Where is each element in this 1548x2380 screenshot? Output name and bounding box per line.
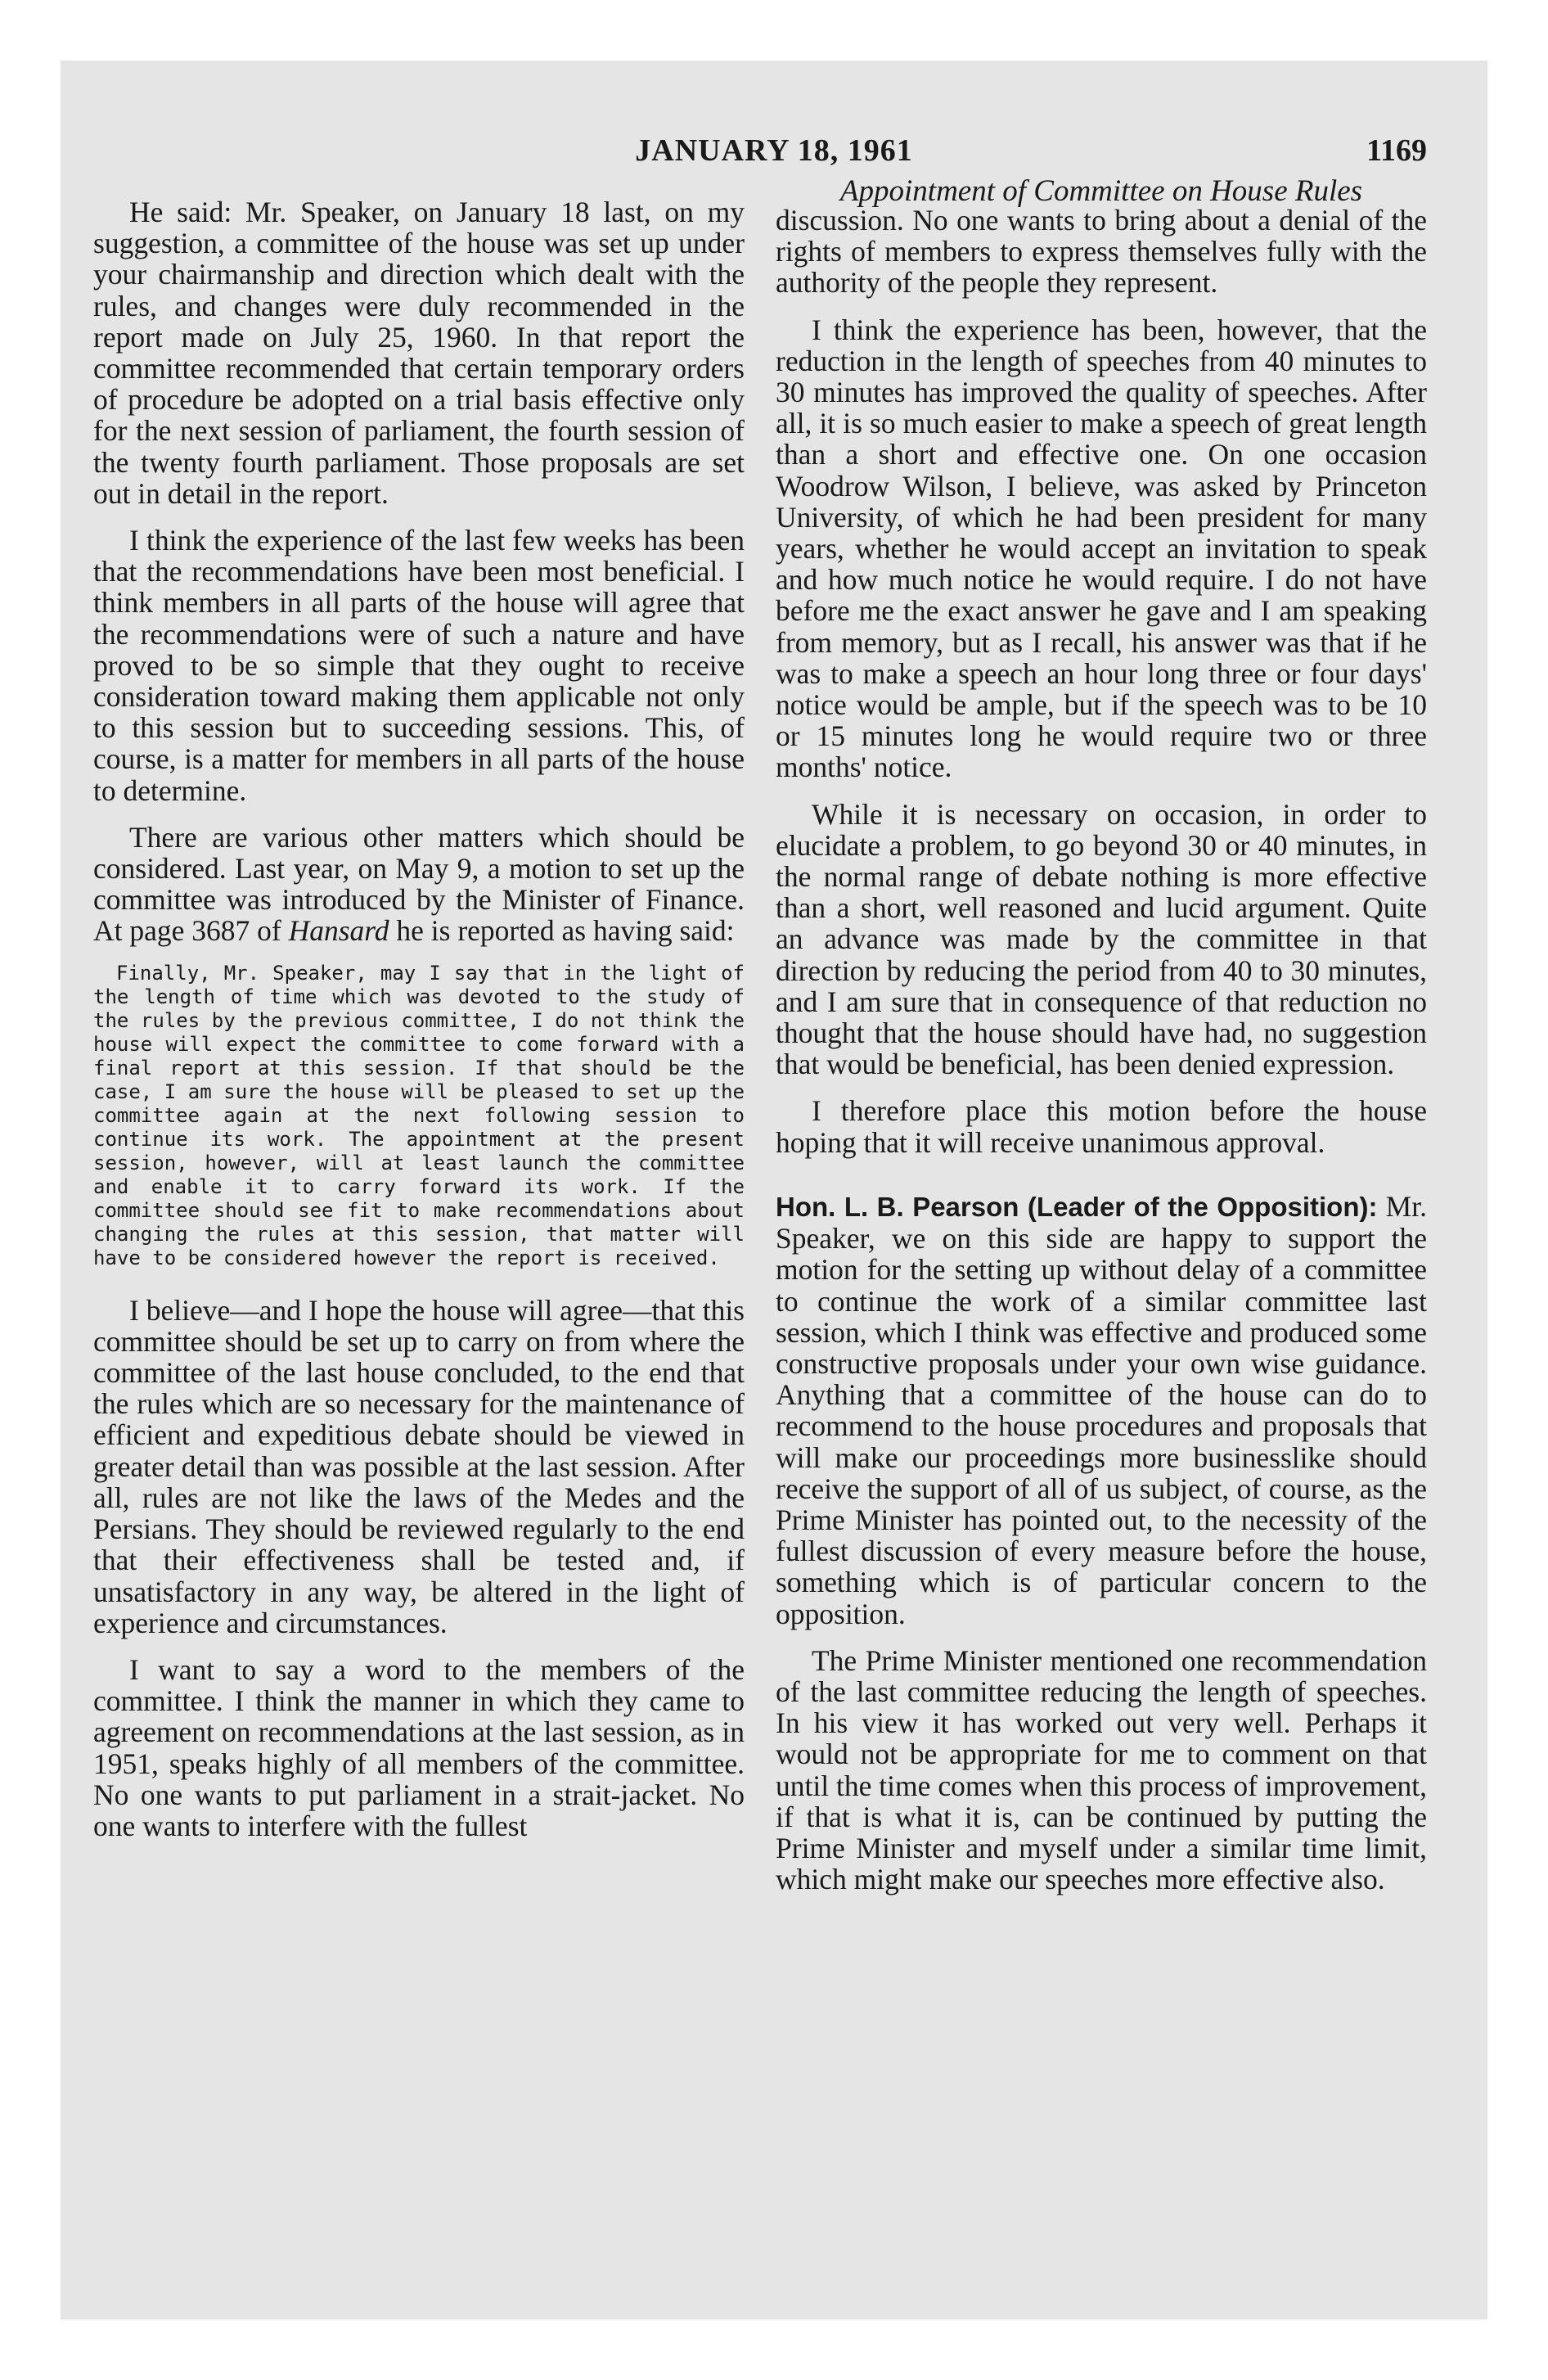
paragraph: I think the experience has been, however, that the reduction in the length of speeches from 40 minutes to 30 minutes has improved the quality of speeches. After all, it is so much easier to make a speech of great length than a short and effective one. On one occasion Woodrow Wilson, I believe, was asked by Princeton University, of which he had been president for many years, whether he would accept an invitation to speak and how much notice he would require. I do not have before me the exact answer he gave and I am speaking from memory, but as I recall, his answer was that if he was to make a speech an hour long three or four days' notice would be ample, but if the speech was to be 10 or 15 minutes long he would require two or three months' notice. bbox=[776, 313, 1427, 784]
left-column bbox=[93, 196, 745, 1857]
paragraph-text: he is reported as having said: bbox=[389, 914, 735, 948]
paragraph: discussion. No one wants to bring about a denial of the rights of members to express themselves fully with the authority of the people they represent. bbox=[776, 204, 1427, 300]
paragraph: The Prime Minister mentioned one recommendation of the last committee reducing the length of speeches. In his view it has worked out very well. Perhaps it would not be appropriate for me to comment on that until the time comes when this process of improvement, if that is what it is, can be continued by putting the Prime Minister and myself under a similar time limit, which might make our speeches more effective also. bbox=[776, 1643, 1427, 1896]
paragraph bbox=[776, 1191, 1427, 1629]
speaker-name: Hon. L. B. Pearson (Leader of the Opposition): bbox=[776, 1191, 1378, 1222]
block-quote: Finally, Mr. Speaker, may I say that in the light of the length of time which was devoted to the study of the rules by the previous committee, I do not think the house will expect the committee to come forward with a final report at this session. If that should be the case, I am sure the house will be pleased to set up the committee again at the next following session to continue its work. The appointment at the present session, however, will at least launch the committee and enable it to carry forward its work. If the committee should see fit to make recommendations about changing the rules at this session, that matter will have to be considered however the report is received. bbox=[93, 961, 745, 1269]
paragraph-text: There are various other matters which should be considered. Last year, on May 9, a motion to set up the committee was introduced by the Minister of Finance. At page 3687 of bbox=[93, 820, 745, 948]
paragraph bbox=[93, 822, 745, 947]
header-date: JANUARY 18, 1961 bbox=[635, 133, 913, 168]
paragraph: I think the experience of the last few weeks has been that the recommendations have been most beneficial. I think members in all parts of the house will agree that the recommendations were of such a nature and have proved to be so simple that they ought to receive consideration toward making them applicable not only to this session but to succeeding sessions. This, of course, is a matter for members in all parts of the house to determine. bbox=[93, 524, 745, 807]
paragraph-text: Mr. Speaker, we on this side are happy to support the motion for the setting up without delay of a committee to continue the work of a similar committee last session, which I think was effective and produced some constructive proposals under your own wise guidance. Anything that a committee of the house can do to recommend to the house procedures and proposals that will make our proceedings more businesslike should receive the support of all of us subject, of course, as the Prime Minister has pointed out, to the necessity of the fullest discussion of every measure before the house, something which is of particular concern to the opposition. bbox=[776, 1189, 1427, 1630]
paragraph: I want to say a word to the members of the committee. I think the manner in which they came to agreement on recommendations at the last session, as in 1951, speaks highly of all members of the committee. No one wants to put parliament in a strait-jacket. No one wants to interfere with the fullest bbox=[93, 1652, 745, 1842]
paragraph: I believe—and I hope the house will agree—that this committee should be set up to carry on from where the committee of the last house concluded, to the end that the rules which are so necessary for the maintenance of efficient and expeditious debate should be viewed in greater detail than was possible at the last session. After all, rules are not like the laws of the Medes and the Persians. They should be reviewed regularly to the end that their effectiveness shall be tested and, if unsatisfactory in any way, be altered in the light of experience and circumstances. bbox=[93, 1293, 745, 1639]
page bbox=[61, 61, 1487, 2319]
hansard-citation: Hansard bbox=[288, 914, 389, 948]
paragraph: I therefore place this motion before the house hoping that it will receive unanimous approval. bbox=[776, 1094, 1427, 1159]
right-column bbox=[776, 205, 1427, 1910]
section-subtitle: Appointment of Committee on House Rules bbox=[839, 174, 1363, 208]
paragraph: While it is necessary on occasion, in order to elucidate a problem, to go beyond 30 or 40 minutes, in the normal range of debate nothing is more effective than a short, well reasoned and lucid argument. Quite an advance was made by the committee in that direction by reducing the period from 40 to 30 minutes, and I am sure that in consequence of that reduction no thought that the house should have had, no suggestion that would be beneficial, has been denied expression. bbox=[776, 797, 1427, 1081]
paragraph: He said: Mr. Speaker, on January 18 last, on my suggestion, a committee of the house was set up under your chairmanship and direction which dealt with the rules, and changes were duly recommended in the report made on July 25, 1960. In that report the committee recommended that certain temporary orders of procedure be adopted on a trial basis effective only for the next session of parliament, the fourth session of the twenty fourth parliament. Those proposals are set out in detail in the report. bbox=[93, 196, 745, 510]
page-number: 1169 bbox=[1366, 133, 1427, 168]
